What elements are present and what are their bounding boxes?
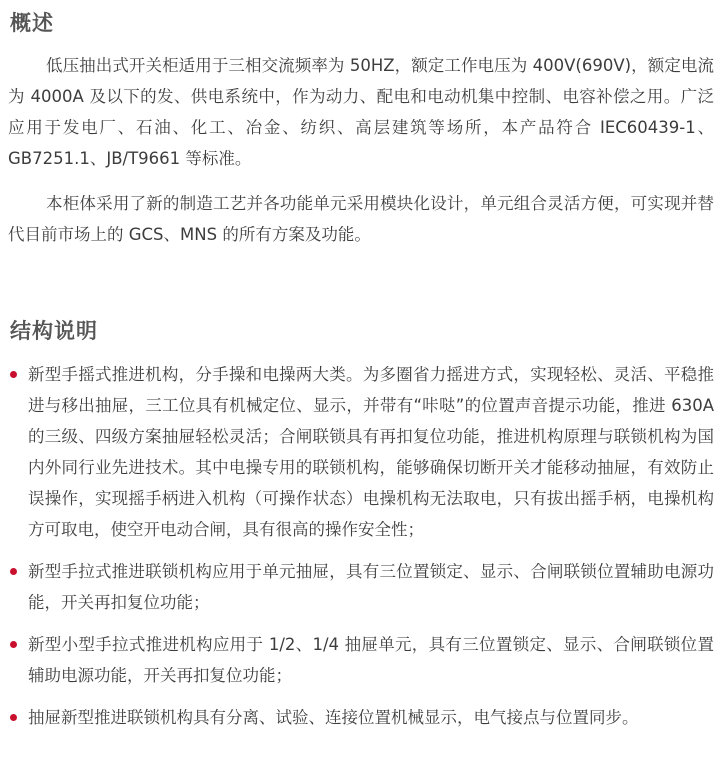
list-item-text: 新型手摇式推进机构，分手操和电操两大类。为多圈省力摇进方式，实现轻松、灵活、平稳推进与移出抽屉，三工位具有机械定位、显示，并带有“咔哒”的位置声音提示功能，推进 630A 的三级、四级方案抽屉轻松灵活；合闸联锁具有再扣复位功能，推进机构原理与联锁机构为国内外同行业先进技术。其中电操专用的联锁机构，能够确保切断开关才能移动抽屉，有效防止误操作，实现摇手柄进入机构（可操作状态）电操机构无法取电，只有拔出摇手柄，电操机构方可取电，使空开电动合闸，具有很高的操作安全性； xyxy=(28,365,714,539)
list-item-text: 新型小型手拉式推进机构应用于 1/2、1/4 抽屉单元，具有三位置锁定、显示、合闸联锁位置辅助电源功能，开关再扣复位功能； xyxy=(28,635,714,685)
list-item xyxy=(8,556,714,618)
list-item xyxy=(8,359,714,545)
section-title-overview: 概述 xyxy=(10,11,54,35)
bullet-dot-icon xyxy=(10,641,17,648)
bullet-dot-icon xyxy=(10,371,17,378)
overview-paragraph: 低压抽出式开关柜适用于三相交流频率为 50HZ，额定工作电压为 400V(690V)，额定电流为 4000A 及以下的发、供电系统中，作为动力、配电和电动机集中控制、电容补偿之用。广泛应用于发电厂、石油、化工、冶金、纺织、高层建筑等场所，本产品符合 IEC60439-1、GB7251.1、JB/T9661 等标准。 xyxy=(8,56,714,168)
bullet-dot-icon xyxy=(10,568,17,575)
structure-bullet-list xyxy=(8,359,714,744)
list-item-text: 抽屉新型推进联锁机构具有分离、试验、连接位置机械显示，电气接点与位置同步。 xyxy=(28,708,639,727)
list-item xyxy=(8,702,714,733)
overview-paragraph: 本柜体采用了新的制造工艺并各功能单元采用模块化设计，单元组合灵活方便，可实现并替代目前市场上的 GCS、MNS 的所有方案及功能。 xyxy=(8,194,714,244)
bullet-dot-icon xyxy=(10,714,17,721)
list-item-text: 新型手拉式推进联锁机构应用于单元抽屉，具有三位置锁定、显示、合闸联锁位置辅助电源功能，开关再扣复位功能； xyxy=(28,562,714,612)
section-title-structure: 结构说明 xyxy=(10,319,98,343)
list-item xyxy=(8,629,714,691)
